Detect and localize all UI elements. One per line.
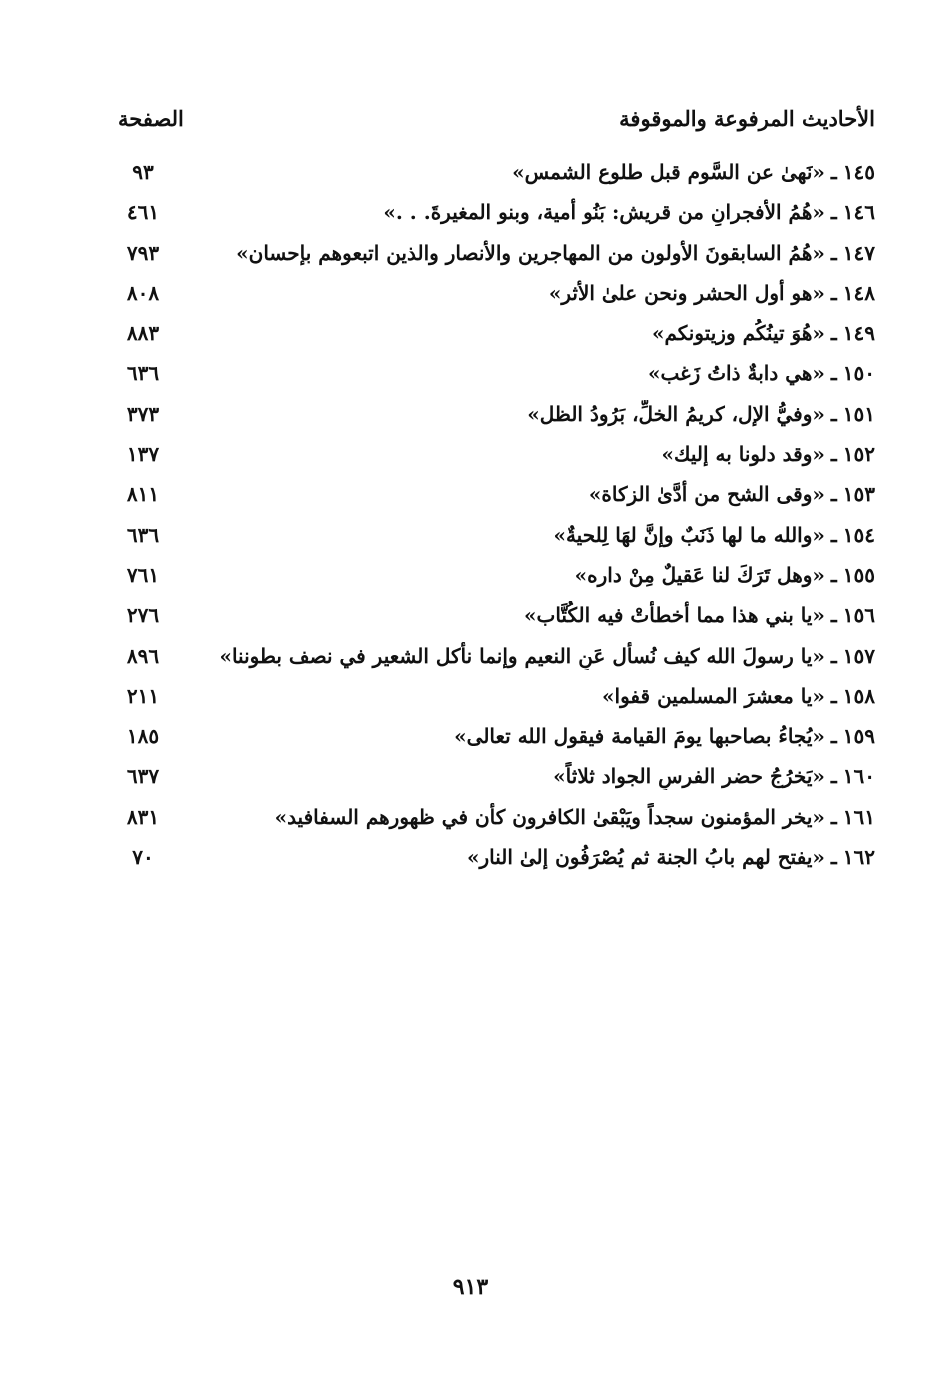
entry-quote: «يا رسولَ الله كيف نُسأل عَنِ النعيم وإنما نأكل الشعير في نصف بطوننا» — [219, 643, 825, 668]
entry-number: ١٥٢ — [842, 442, 875, 467]
entry-text — [467, 843, 875, 871]
entry-quote: «هُمُ الأفجرانِ من قريش: بَنُو أمية، وبنو المغيرةَ. . .» — [383, 200, 825, 225]
entry-quote: «هي دابةٌ ذاتُ زَغب» — [648, 361, 825, 386]
index-entry — [118, 434, 875, 474]
entry-separator: ـ — [830, 200, 837, 225]
index-entry — [118, 353, 875, 393]
entry-number: ١٥٧ — [842, 643, 875, 668]
entry-separator: ـ — [830, 160, 837, 184]
entry-separator: ـ — [830, 401, 837, 426]
index-entry — [118, 636, 875, 676]
entry-separator: ـ — [830, 764, 837, 789]
entry-text — [454, 722, 875, 750]
entry-quote: «يُجاءُ بصاحبها يومَ القيامة فيقول الله تعالى» — [454, 724, 825, 749]
entry-text — [236, 239, 875, 267]
page-column-label: الصفحة — [118, 106, 184, 131]
index-entry — [118, 394, 875, 434]
entry-text — [553, 762, 875, 790]
entry-number: ١٥٠ — [842, 361, 875, 386]
index-entry — [118, 474, 875, 514]
entry-separator: ـ — [830, 643, 837, 668]
entry-number: ١٦١ — [842, 804, 875, 829]
entry-page-number: ٦٣٧ — [126, 764, 160, 789]
index-entry — [118, 716, 875, 756]
entry-text — [512, 158, 875, 186]
entry-text — [589, 480, 875, 508]
entry-text — [524, 601, 875, 629]
entry-page-number: ٢٧٦ — [126, 603, 160, 628]
entry-page-number: ١٨٥ — [126, 724, 160, 749]
entry-page-number: ٨٠٨ — [126, 280, 160, 305]
index-entry — [118, 192, 875, 232]
entry-quote: «هُمُ السابقونَ الأولون من المهاجرين والأنصار والذين اتبعوهم بإحسان» — [236, 240, 825, 265]
page-number: ٩١٣ — [452, 1274, 489, 1300]
index-entry — [118, 313, 875, 353]
entry-page-number: ٤٦١ — [126, 200, 160, 225]
entry-text — [602, 682, 875, 710]
entry-text — [652, 319, 875, 347]
entry-text — [549, 279, 875, 307]
entry-number: ١٥١ — [842, 401, 875, 426]
entry-quote: «هو أول الحشر ونحن علىٰ الأثر» — [548, 280, 825, 305]
entry-separator: ـ — [830, 522, 837, 547]
entry-separator: ـ — [830, 280, 837, 305]
entry-separator: ـ — [830, 845, 837, 870]
entry-number: ١٥٨ — [842, 683, 875, 708]
entry-separator: ـ — [830, 683, 837, 708]
section-title: الأحاديث المرفوعة والموقوفة — [619, 106, 875, 131]
index-entry — [118, 152, 875, 192]
page-header — [118, 100, 875, 140]
entry-page-number: ٦٣٦ — [126, 361, 160, 386]
entry-page-number: ٩٣ — [132, 160, 154, 184]
entry-page-number: ٨٨٣ — [126, 321, 160, 346]
entry-separator: ـ — [830, 804, 837, 829]
entry-number: ١٤٧ — [842, 240, 875, 265]
entry-text — [275, 803, 875, 831]
index-entry — [118, 515, 875, 555]
entry-quote: «يا معشرَ المسلمين قفوا» — [602, 683, 825, 708]
entry-number: ١٥٩ — [842, 724, 875, 749]
entry-text — [219, 642, 875, 670]
entry-text — [661, 440, 875, 468]
entry-text — [383, 198, 875, 226]
entry-number: ١٤٥ — [842, 160, 875, 184]
entry-quote: «وفيُّ الإل، كريمُ الخلِّ، بَرُودُ الظل» — [527, 401, 825, 426]
entry-separator: ـ — [830, 442, 837, 467]
index-entry — [118, 233, 875, 273]
entry-quote: «يفتح لهم بابُ الجنة ثم يُصْرَفُون إلىٰ النار» — [466, 845, 825, 870]
index-entry — [118, 676, 875, 716]
entry-page-number: ٨٩٦ — [126, 643, 160, 668]
entry-page-number: ٦٣٦ — [126, 522, 160, 547]
hadith-index-list — [118, 152, 875, 877]
entry-text — [648, 359, 875, 387]
entry-quote: «يَخرُجُ حضر الفرسِ الجواد ثلاثاً» — [553, 764, 825, 789]
entry-quote: «نَهىٰ عن السَّوم قبل طلوع الشمس» — [512, 160, 825, 184]
entry-page-number: ٧٠ — [132, 845, 154, 870]
index-entry — [118, 595, 875, 635]
index-entry — [118, 555, 875, 595]
entry-number: ١٤٦ — [842, 200, 875, 225]
index-entry — [118, 273, 875, 313]
index-entry — [118, 756, 875, 796]
entry-page-number: ٨٣١ — [126, 804, 160, 829]
index-entry — [118, 797, 875, 837]
entry-text — [553, 521, 875, 549]
entry-number: ١٦٢ — [842, 845, 875, 870]
entry-page-number: ٨١١ — [126, 482, 160, 507]
entry-page-number: ٧٦١ — [126, 562, 160, 587]
entry-number: ١٦٠ — [842, 764, 875, 789]
entry-separator: ـ — [830, 562, 837, 587]
index-entry — [118, 837, 875, 877]
entry-quote: «يخر المؤمنون سجداً ويَبْقىٰ الكافرون كأن في ظهورهم السفافيد» — [274, 804, 825, 829]
entry-number: ١٥٣ — [842, 482, 875, 507]
entry-number: ١٤٨ — [842, 280, 875, 305]
entry-number: ١٥٤ — [842, 522, 875, 547]
entry-text — [527, 400, 875, 428]
entry-page-number: ١٣٧ — [126, 442, 160, 467]
entry-quote: «وقى الشح من أدَّىٰ الزكاة» — [588, 482, 825, 507]
entry-separator: ـ — [830, 724, 837, 749]
entry-number: ١٥٦ — [842, 603, 875, 628]
entry-quote: «هُوَ تينُكُم وزيتونكم» — [651, 321, 825, 346]
entry-page-number: ٣٧٣ — [126, 401, 160, 426]
entry-separator: ـ — [830, 482, 837, 507]
entry-separator: ـ — [830, 603, 837, 628]
entry-quote: «يا بني هذا مما أخطأتْ فيه الكُتَّاب» — [524, 603, 825, 628]
entry-page-number: ٧٩٣ — [126, 240, 160, 265]
entry-separator: ـ — [830, 240, 837, 265]
entry-separator: ـ — [830, 321, 837, 346]
entry-page-number: ٢١١ — [126, 683, 160, 708]
entry-quote: «والله ما لها ذَنَبٌ وإنَّ لهَا لِلحيةٌ» — [553, 522, 825, 547]
entry-quote: «وهل تَرَكَ لنا عَقيلٌ مِنْ داره» — [574, 562, 825, 587]
entry-separator: ـ — [830, 361, 837, 386]
entry-text — [575, 561, 875, 589]
entry-number: ١٥٥ — [842, 562, 875, 587]
entry-number: ١٤٩ — [842, 321, 875, 346]
entry-quote: «وقد دلونا به إليك» — [661, 442, 825, 467]
